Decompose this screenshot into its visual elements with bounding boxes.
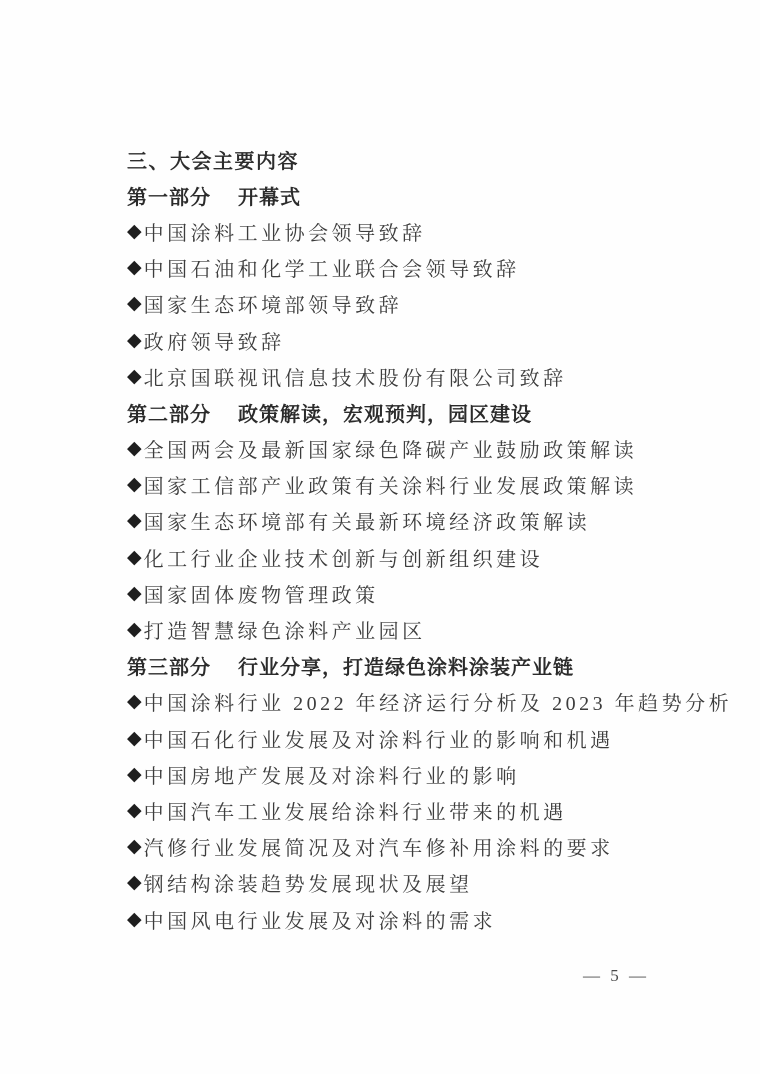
list-item (127, 250, 720, 286)
list-item-text: 中国石油和化学工业联合会领导致辞 (143, 259, 520, 282)
diamond-bullet-icon: ◆ (127, 691, 142, 713)
diamond-bullet-icon: ◆ (127, 329, 142, 351)
list-item-text: 化工行业企业技术创新与创新组织建设 (143, 548, 544, 571)
section-heading-2 (127, 394, 720, 430)
list-item (127, 720, 720, 756)
section-label: 第一部分 (127, 186, 211, 209)
list-item (127, 503, 720, 539)
list-item (127, 865, 720, 901)
diamond-bullet-icon: ◆ (127, 619, 142, 641)
list-item-text: 国家生态环境部领导致辞 (143, 295, 403, 318)
diamond-bullet-icon: ◆ (127, 908, 142, 930)
diamond-bullet-icon: ◆ (127, 474, 142, 496)
list-item-text: 钢结构涂装趋势发展现状及展望 (143, 874, 473, 897)
list-item-text: 国家生态环境部有关最新环境经济政策解读 (143, 512, 591, 535)
list-item-text: 汽修行业发展简况及对汽车修补用涂料的要求 (143, 838, 614, 861)
section-heading-3 (127, 648, 720, 684)
list-item-text: 中国石化行业发展及对涂料行业的影响和机遇 (143, 729, 614, 752)
list-item (127, 431, 720, 467)
diamond-bullet-icon: ◆ (127, 257, 142, 279)
diamond-bullet-icon: ◆ (127, 836, 142, 858)
diamond-bullet-icon: ◆ (127, 799, 142, 821)
list-item-text: 国家工信部产业政策有关涂料行业发展政策解读 (143, 476, 638, 499)
page-number: — 5 — (583, 966, 649, 985)
diamond-bullet-icon: ◆ (127, 293, 142, 315)
list-item-text: 全国两会及最新国家绿色降碳产业鼓励政策解读 (143, 440, 638, 463)
list-item (127, 792, 720, 828)
section-heading-1 (127, 177, 720, 213)
diamond-bullet-icon: ◆ (127, 727, 142, 749)
list-item-text: 中国风电行业发展及对涂料的需求 (143, 910, 497, 933)
diamond-bullet-icon: ◆ (127, 510, 142, 532)
list-item (127, 684, 733, 720)
list-item (127, 467, 720, 503)
list-item-text: 国家固体废物管理政策 (143, 584, 379, 607)
list-item-text: 中国房地产发展及对涂料行业的影响 (143, 765, 520, 788)
list-item (127, 322, 720, 358)
list-item-text: 北京国联视讯信息技术股份有限公司致辞 (143, 367, 567, 390)
diamond-bullet-icon: ◆ (127, 546, 142, 568)
diamond-bullet-icon: ◆ (127, 438, 142, 460)
list-item (127, 213, 720, 249)
diamond-bullet-icon: ◆ (127, 872, 142, 894)
section-label: 第二部分 (127, 403, 211, 426)
list-item (127, 829, 720, 865)
list-item (127, 901, 720, 937)
list-item (127, 756, 720, 792)
list-item (127, 286, 720, 322)
section-title: 政策解读，宏观预判，园区建设 (238, 403, 532, 426)
page-title: 三、大会主要内容 (127, 150, 299, 173)
diamond-bullet-icon: ◆ (127, 220, 142, 242)
list-item (127, 539, 720, 575)
list-item-text: 打造智慧绿色涂料产业园区 (143, 621, 426, 644)
list-item-text: 中国汽车工业发展给涂料行业带来的机遇 (143, 801, 567, 824)
list-item-text: 中国涂料工业协会领导致辞 (143, 222, 426, 245)
document-content (127, 141, 733, 937)
diamond-bullet-icon: ◆ (127, 763, 142, 785)
section-title: 行业分享，打造绿色涂料涂装产业链 (238, 657, 574, 680)
diamond-bullet-icon: ◆ (127, 365, 142, 387)
list-item-text: 政府领导致辞 (143, 331, 285, 354)
diamond-bullet-icon: ◆ (127, 582, 142, 604)
section-title: 开幕式 (238, 186, 301, 209)
list-item (127, 611, 720, 647)
list-item-text: 中国涂料行业 2022 年经济运行分析及 2023 年趋势分析 (143, 693, 733, 716)
list-item (127, 358, 720, 394)
list-item (127, 575, 720, 611)
section-label: 第三部分 (127, 657, 211, 680)
